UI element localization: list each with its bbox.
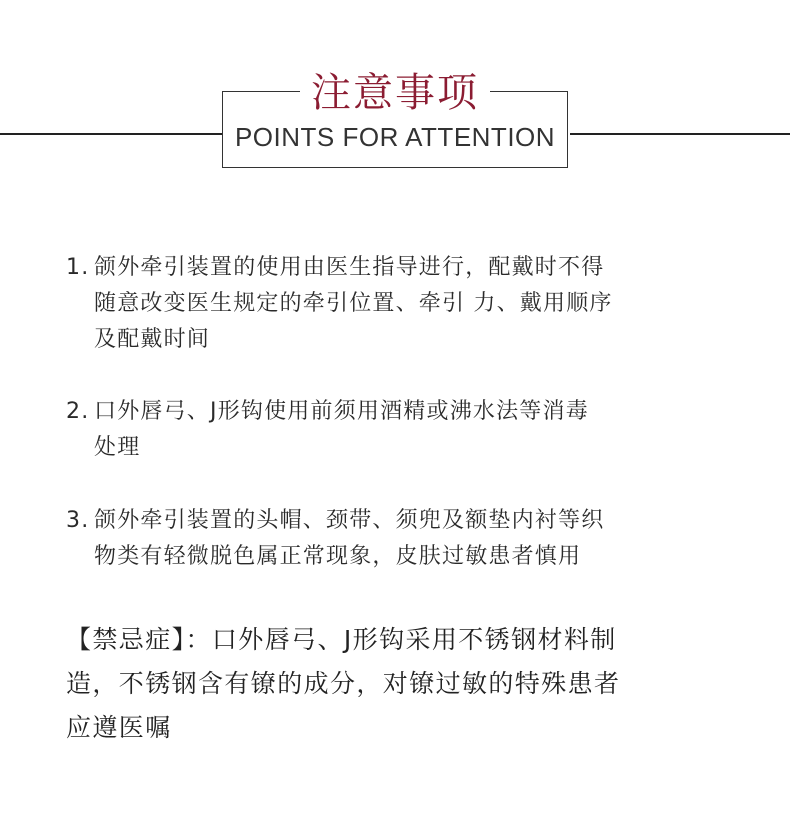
item-number: 1.	[66, 255, 90, 280]
item-line: 及配戴时间	[94, 327, 211, 352]
item-line: 随意改变医生规定的牵引位置、牵引 力、戴用顺序	[94, 291, 613, 316]
note-line: 应遵医嘱	[66, 713, 172, 742]
note-line: 造，不锈钢含有镣的成分，对镣过敏的特殊患者	[66, 669, 621, 698]
item-number: 3.	[66, 508, 90, 533]
list-item	[66, 503, 726, 575]
page-subtitle: POINTS FOR ATTENTION	[234, 122, 556, 152]
header-rule-right	[570, 133, 790, 135]
contraindication-note	[66, 618, 726, 750]
item-line: 颌外牵引装置的使用由医生指导进行，配戴时不得	[94, 255, 605, 280]
list-item	[66, 394, 726, 466]
item-line: 处理	[94, 435, 141, 460]
list-item	[66, 250, 726, 358]
item-line: 口外唇弓、J形钩使用前须用酒精或沸水法等消毒	[94, 399, 589, 424]
item-number: 2.	[66, 399, 90, 424]
header-rule-left	[0, 133, 222, 135]
item-line: 物类有轻微脱色属正常现象，皮肤过敏患者慎用	[94, 544, 582, 569]
page-title: 注意事项	[300, 67, 490, 119]
item-line: 颌外牵引装置的头帽、颈带、须兜及额垫内衬等织	[94, 508, 605, 533]
note-line: 【禁忌症】：口外唇弓、J形钩采用不锈钢材料制	[66, 625, 617, 654]
